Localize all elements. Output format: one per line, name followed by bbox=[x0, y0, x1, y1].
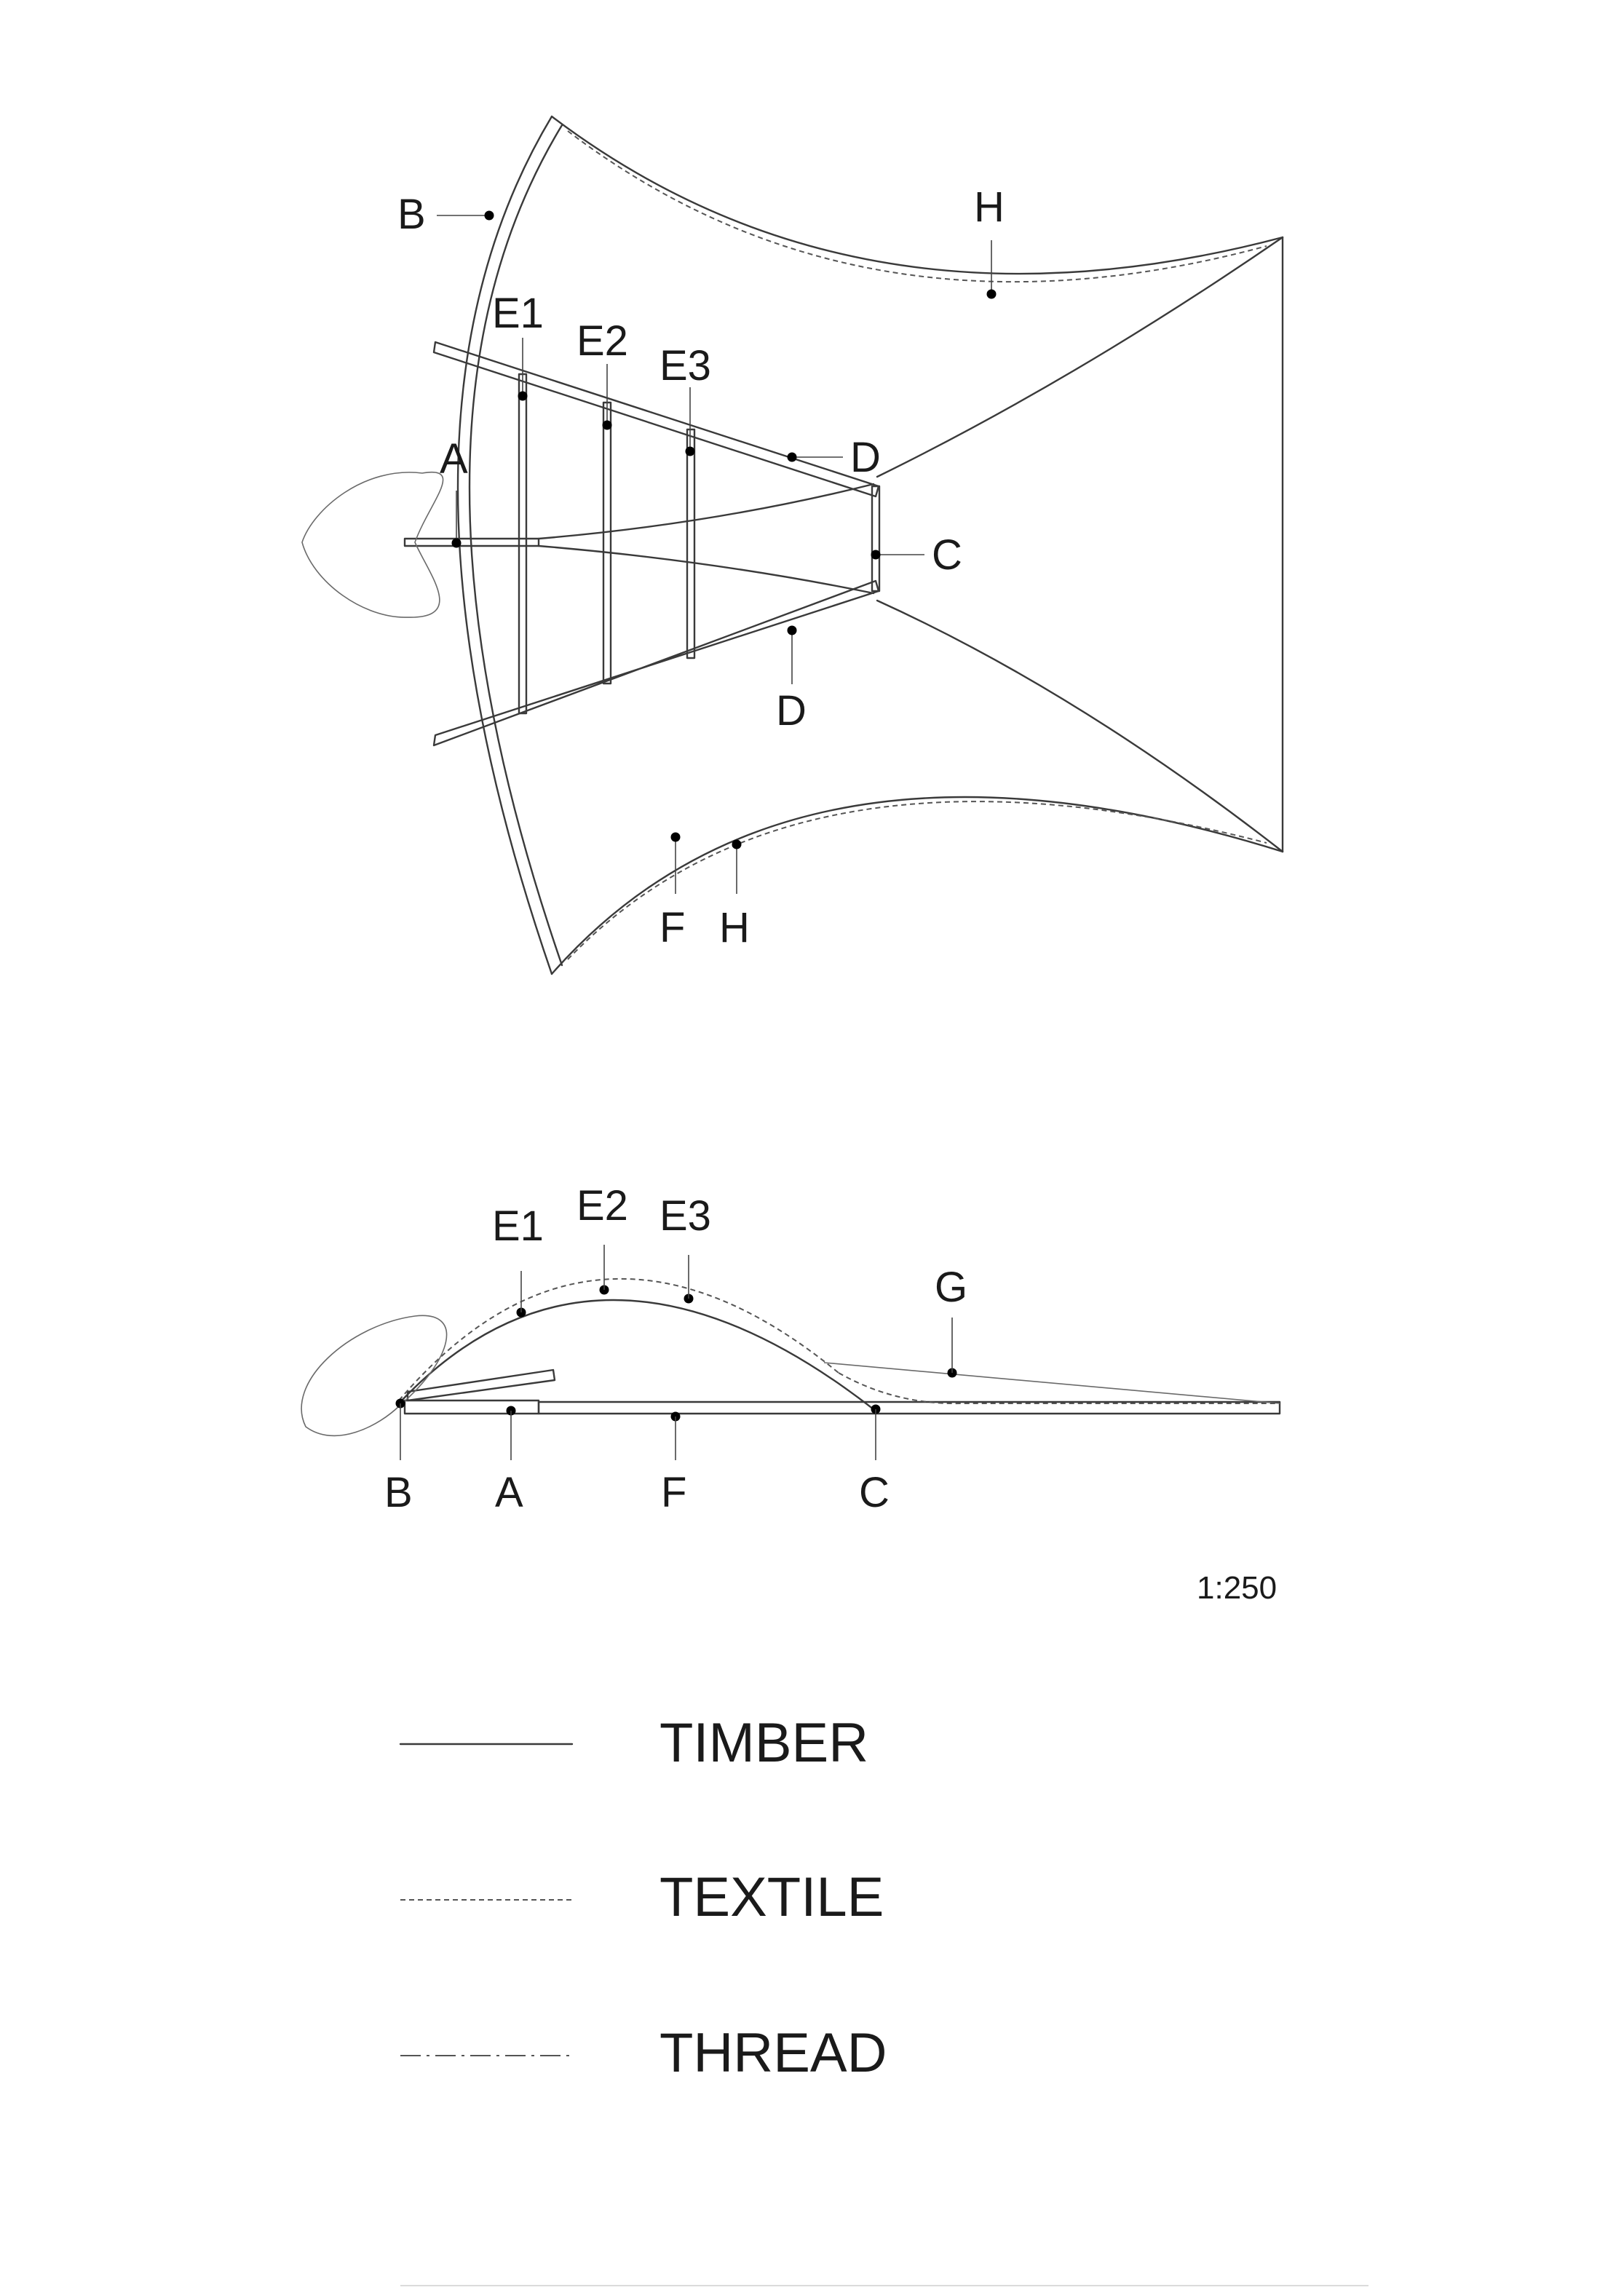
elev-label-g: G bbox=[935, 1264, 968, 1311]
plan-label-e3: E3 bbox=[659, 342, 711, 389]
beam-d-top bbox=[434, 342, 879, 496]
legend-timber-label: TIMBER bbox=[659, 1712, 869, 1774]
rod-e1 bbox=[519, 374, 526, 713]
legend bbox=[400, 1712, 887, 2084]
arch-timber bbox=[399, 1300, 874, 1409]
plan-label-d-top: D bbox=[850, 434, 881, 481]
base-member-a bbox=[405, 1400, 539, 1414]
plan-label-d-bottom: D bbox=[776, 687, 807, 734]
membrane-g bbox=[824, 1363, 1280, 1403]
plan-label-h-top: H bbox=[974, 183, 1005, 231]
loop-textile bbox=[301, 1315, 446, 1435]
elev-label-a: A bbox=[495, 1469, 523, 1516]
beam-d-bottom bbox=[434, 581, 879, 745]
legend-thread-label: THREAD bbox=[659, 2022, 887, 2084]
rod-e3 bbox=[687, 429, 694, 658]
scale-label: 1:250 bbox=[1197, 1570, 1278, 1606]
elev-label-e3: E3 bbox=[659, 1192, 711, 1240]
plan-view bbox=[302, 116, 1283, 974]
plan-label-b: B bbox=[397, 191, 426, 238]
elev-label-b: B bbox=[384, 1469, 413, 1516]
elev-label-e1: E1 bbox=[492, 1203, 544, 1250]
plan-label-e1: E1 bbox=[492, 290, 544, 337]
elevation-view bbox=[301, 1182, 1280, 1606]
heart-textile bbox=[302, 472, 443, 617]
plan-label-a: A bbox=[440, 435, 468, 483]
elev-label-e2: E2 bbox=[577, 1182, 628, 1229]
edge-h-top bbox=[552, 116, 1283, 274]
elev-label-f: F bbox=[661, 1469, 687, 1516]
plan-label-e2: E2 bbox=[577, 317, 628, 365]
member-c bbox=[872, 486, 879, 591]
plan-label-c: C bbox=[932, 531, 962, 579]
plan-label-f: F bbox=[659, 904, 686, 951]
fan-curve-bottom bbox=[877, 601, 1283, 852]
arch-textile bbox=[399, 1279, 839, 1400]
legend-textile-label: TEXTILE bbox=[659, 1866, 884, 1928]
fan-curve-top bbox=[877, 237, 1283, 477]
elev-label-c: C bbox=[859, 1469, 890, 1516]
rod-e2 bbox=[603, 403, 611, 684]
plan-label-h-bottom: H bbox=[719, 904, 750, 951]
